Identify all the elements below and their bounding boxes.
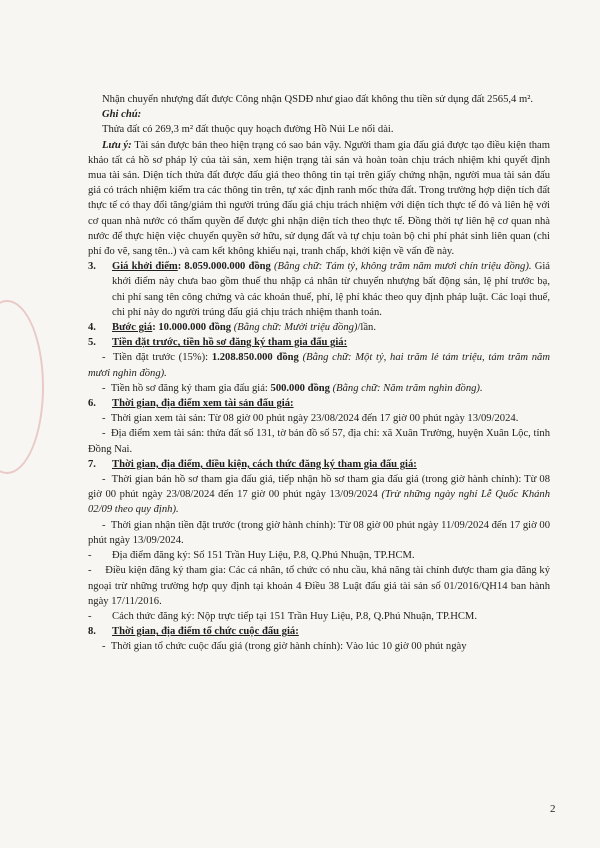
section-3-number: 3.: [88, 261, 96, 273]
section-4: [88, 320, 550, 335]
registration-location: [88, 548, 550, 563]
starting-price-note: Giá khởi điểm này chưa bao gồm thuế thu nhập cá nhân từ chuyển nhượng bất động sản, lệ phí trước bạ, chi phí sang tên công chứng và các khoản thuế, phí, lệ phí khác theo quy định pháp luật. Các loại thuế, chi phí này do người trúng đấu giá chịu trách nhiệm thanh toán.: [112, 261, 550, 318]
note-text: Thửa đất có 269,3 m² đất thuộc quy hoạch đường Hồ Núi Le nối dài.: [102, 124, 394, 136]
auction-time-text: Thời gian tổ chức cuộc đấu giá (trong giờ hành chính): Vào lúc 10 giờ 00 phút ngày: [110, 641, 467, 653]
registration-method: [88, 609, 550, 624]
fee-label: Tiền hồ sơ đăng ký tham gia đấu giá:: [110, 382, 271, 394]
fee-line: - Tiền hồ sơ đăng ký tham gia đấu giá: 500.000 đồng (Bằng chữ: Năm trăm nghìn đồng).: [102, 382, 483, 394]
section-7-number: 7.: [88, 458, 96, 470]
bid-step-words: (Bằng chữ: Mười triệu đồng): [231, 322, 358, 334]
section-6-number: 6.: [88, 398, 96, 410]
deposit-label: Tiền đặt trước (15%):: [112, 352, 212, 364]
scan-stain: [0, 300, 44, 474]
document-body: [88, 92, 550, 655]
registration-holiday-note: (Trừ những ngày nghỉ Lễ Quốc Khánh 02/09 theo quy định).: [88, 489, 551, 516]
section-5: [88, 335, 550, 350]
registration-time: - Thời gian bán hồ sơ tham gia đấu giá, tiếp nhận hồ sơ tham gia đấu giá (trong giờ hành chính): Từ 08 giờ 00 phút ngày 23/08/2024 đến 17 giờ 00 phút ngày 13/09/2024 (Trừ những ngày nghỉ Lễ Quốc Khánh 02/09 theo quy định).: [88, 474, 551, 516]
deposit-words: (Bằng chữ: Một tỷ, hai trăm lẻ tám triệu, tám trăm năm mươi nghìn đồng).: [88, 352, 550, 379]
luu-y-text: Tài sản được bán theo hiện trạng có sao bán vậy. Người tham gia đấu giá được tạo điều kiện tham khảo tất cả hồ sơ pháp lý của tài sản, xem hiện trạng tài sản và hoàn toàn chịu trách nhiệm khi quyết định mua tài sản. Diện tích thửa đất được đấu giá theo thông tin tại trên giấy chứng nhận, người mua tài sản đấu giá có trách nhiệm kiểm tra các thông tin trên, tự xác định ranh mốc thửa đất. Trong trường hợp diện tích đất thực tế có thay đổi tăng/giảm thì người trúng đấu giá chịu trách nhiệm với diện tích thực tế đó và liên hệ với cơ quan nhà nước có thẩm quyền để được ghi nhận diện tích theo thực tế. Đồng thời tự liên hệ cơ quan nhà nước để thực hiện việc chuyển quyền sở hữu, sử dụng đất và tự chịu toàn bộ chi phí phát sinh liên quan (chi phí đo vẽ, sang tên..) và cam kết không khiếu nại, tranh chấp, khởi kiện về vấn đề này.: [88, 139, 550, 258]
section-7: [88, 457, 550, 472]
deposit-amount: 1.208.850.000 đồng: [211, 352, 299, 364]
section-5-title: Tiền đặt trước, tiền hồ sơ đăng ký tham gia đấu giá:: [112, 337, 348, 349]
section-4-colon: :: [152, 322, 159, 334]
registration-location-text: Địa điểm đăng ký: Số 151 Trần Huy Liệu, P.8, Q.Phú Nhuận, TP.HCM.: [112, 550, 415, 562]
starting-price-words: (Bằng chữ: Tám tỷ, không trăm năm mươi chín triệu đồng).: [270, 261, 532, 273]
registration-time-text: Thời gian bán hồ sơ tham gia đấu giá, tiếp nhận hồ sơ tham gia đấu giá (trong giờ hành chính): Từ 08 giờ 00 phút ngày 23/08/2024 đến 17 giờ 00 phút ngày 13/09/2024: [88, 474, 550, 501]
section-6-title: Thời gian, địa điểm xem tài sản đấu giá:: [112, 398, 294, 410]
section-5-number: 5.: [88, 337, 96, 349]
note-label: Ghi chú:: [102, 109, 142, 121]
section-8-title: Thời gian, địa điểm tổ chức cuộc đấu giá:: [112, 626, 299, 638]
section-8-number: 8.: [88, 626, 96, 638]
transfer-paragraph: Nhận chuyển nhượng đất được Công nhận QSDĐ như giao đất không thu tiền sử dụng đất 2565,4 m².: [102, 94, 534, 105]
bullet-dash: -: [88, 565, 92, 577]
viewing-time-text: Thời gian xem tài sản: Từ 08 giờ 00 phút ngày 23/08/2024 đến 17 giờ 00 phút ngày 13/09/2024.: [110, 413, 519, 425]
bullet-dash: -: [88, 610, 92, 622]
starting-price: 8.059.000.000 đồng: [184, 261, 271, 273]
viewing-location-text: Địa điểm xem tài sản: thửa đất số 131, tờ bản đồ số 57, địa chỉ: xã Xuân Trường, huyện Xuân Lộc, tỉnh Đồng Nai.: [88, 428, 551, 455]
registration-conditions: [88, 563, 550, 609]
fee-amount: 500.000 đồng: [270, 382, 330, 394]
bullet-dash: -: [88, 550, 92, 562]
section-8: [88, 624, 550, 639]
section-3-title: Giá khởi điểm: [112, 261, 178, 273]
luu-y-paragraph: [88, 138, 550, 260]
page-number: 2: [550, 803, 556, 815]
section-3: [88, 259, 550, 320]
bid-step-tail: /lần.: [357, 322, 376, 334]
deposit-time: - Thời gian nhận tiền đặt trước (trong giờ hành chính): Từ 08 giờ 00 phút ngày 11/09/2024 đến 17 giờ 00 phút ngày 13/09/2024.: [88, 519, 550, 546]
registration-method-text: Cách thức đăng ký: Nộp trực tiếp tại 151 Trần Huy Liệu, P.8, Q.Phú Nhuận, TP.HCM.: [112, 610, 477, 622]
section-4-title: Bước giá: [112, 322, 153, 334]
section-4-number: 4.: [88, 322, 96, 334]
luu-y-label: Lưu ý:: [102, 139, 132, 151]
viewing-time: - Thời gian xem tài sản: Từ 08 giờ 00 phút ngày 23/08/2024 đến 17 giờ 00 phút ngày 13/09/2024.: [102, 413, 519, 425]
auction-time: - Thời gian tổ chức cuộc đấu giá (trong giờ hành chính): Vào lúc 10 giờ 00 phút ngày: [102, 641, 467, 653]
deposit-line: - Tiền đặt trước (15%): 1.208.850.000 đồng (Bằng chữ: Một tỷ, hai trăm lẻ tám triệu, tám trăm năm mươi nghìn đồng).: [88, 352, 550, 379]
section-6: [88, 396, 550, 411]
fee-words: (Bằng chữ: Năm trăm nghìn đồng).: [329, 382, 483, 394]
bid-step: 10.000.000 đồng: [158, 322, 232, 334]
deposit-time-text: Thời gian nhận tiền đặt trước (trong giờ hành chính): Từ 08 giờ 00 phút ngày 11/09/2024 đến 17 giờ 00 phút ngày 13/09/2024.: [88, 519, 550, 546]
section-3-colon: :: [177, 261, 185, 273]
section-7-title: Thời gian, địa điểm, điều kiện, cách thức đăng ký tham gia đấu giá:: [112, 458, 417, 470]
registration-conditions-text: Điều kiện đăng ký tham gia: Các cá nhân, tổ chức có nhu cầu, khả năng tài chính được tham gia đăng ký ngoại trừ những trường hợp quy định tại khoản 4 Điều 38 Luật đấu giá tài sản số 01/2016/QH14 ban hành ngày 17/11/2016.: [88, 565, 550, 607]
viewing-location: - Địa điểm xem tài sản: thửa đất số 131, tờ bản đồ số 57, địa chỉ: xã Xuân Trường, huyện Xuân Lộc, tỉnh Đồng Nai.: [88, 428, 551, 455]
